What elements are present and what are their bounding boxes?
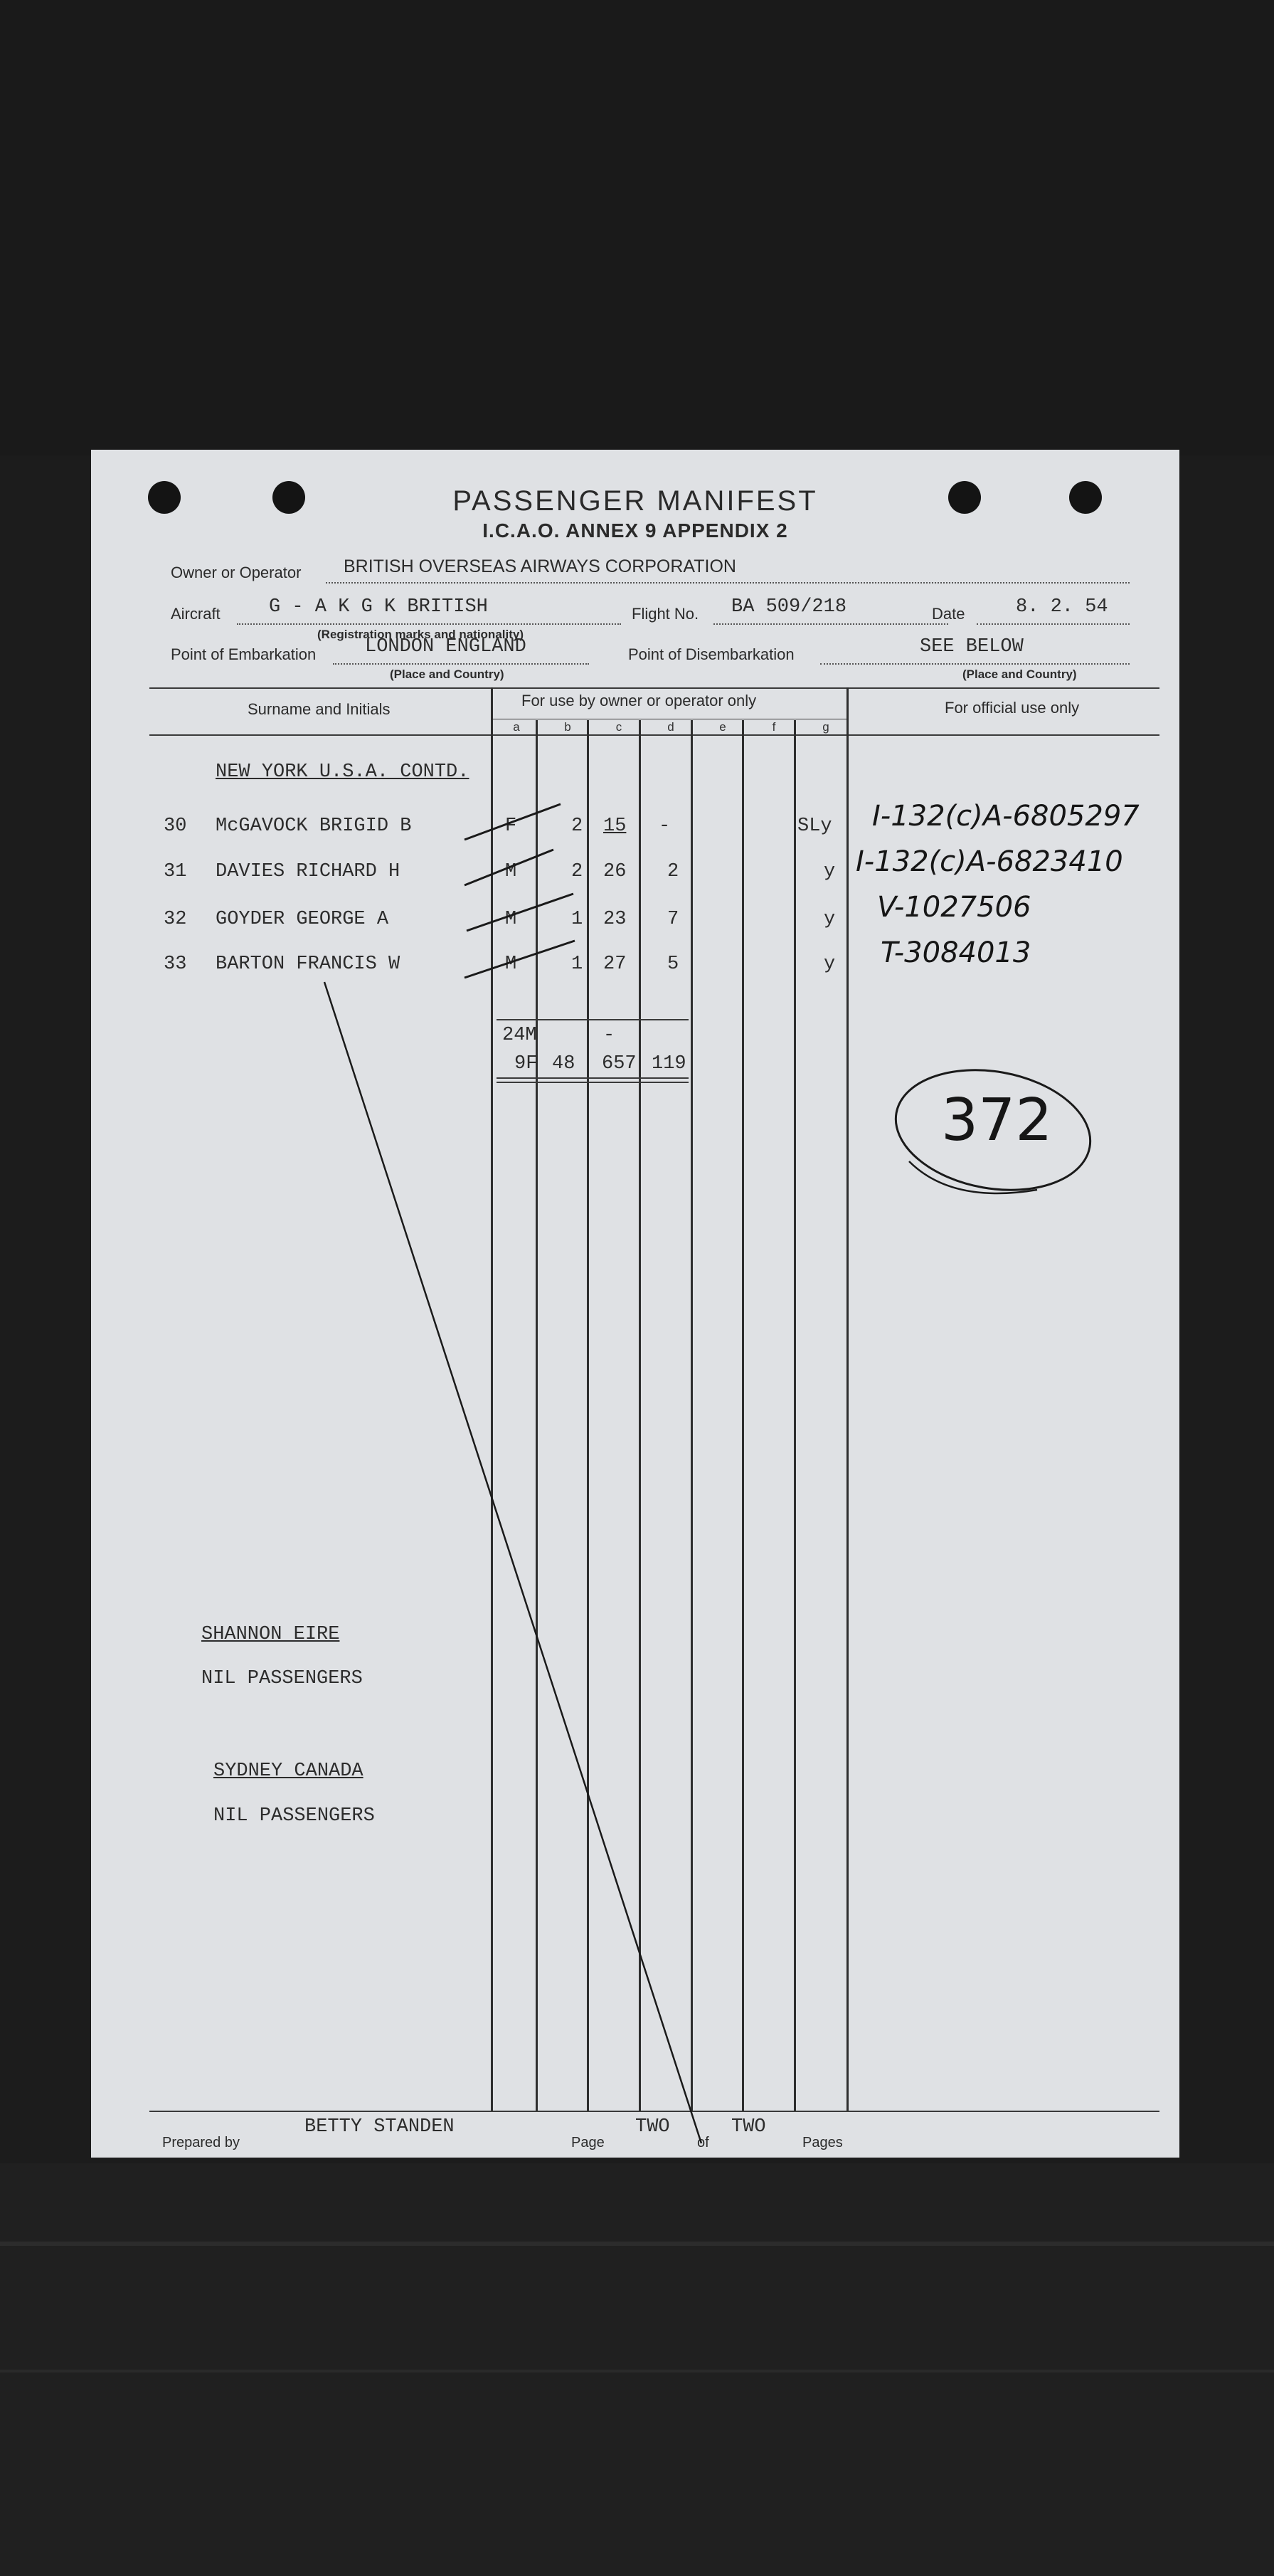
prepared-by-label: Prepared by <box>162 2135 240 2150</box>
background-band <box>0 2242 1274 2246</box>
column-b-cell: 2 <box>571 815 583 837</box>
column-c-header: c <box>615 720 622 734</box>
column-d-cell: 7 <box>667 909 679 930</box>
diagonal-line-stroke <box>324 982 701 2143</box>
official-entry: I-132(c)A-6805297 <box>872 800 1140 833</box>
column-g-cell: SLy <box>797 815 832 837</box>
passenger-name: DAVIES RICHARD H <box>216 861 400 882</box>
row-number: 33 <box>164 954 187 975</box>
embarkation-label: Point of Embarkation <box>171 645 317 663</box>
column-f-header: f <box>772 720 776 734</box>
strikethrough-stroke <box>465 804 561 840</box>
official-use-header: For official use only <box>945 699 1080 717</box>
total-column-b: 48 <box>552 1053 575 1075</box>
column-d-header: d <box>667 720 674 734</box>
column-b-cell: 1 <box>571 954 583 975</box>
owner-value: BRITISH OVERSEAS AIRWAYS CORPORATION <box>344 556 736 576</box>
column-d-cell: 5 <box>667 954 679 975</box>
column-c-cell: 27 <box>603 954 627 975</box>
manifest-sheet <box>91 450 1179 2158</box>
sex-cell: F <box>505 815 517 837</box>
total-column-c: 657 <box>602 1053 637 1075</box>
background-band <box>0 2370 1274 2372</box>
stop-place: SHANNON EIRE <box>201 1624 340 1645</box>
column-e-header: e <box>719 720 726 734</box>
section-heading: NEW YORK U.S.A. CONTD. <box>216 761 469 783</box>
column-a-header: a <box>513 720 520 734</box>
aircraft-value: G - A K G K BRITISH <box>269 596 488 618</box>
total-males: 24M <box>502 1025 537 1046</box>
of-label: of <box>697 2135 709 2150</box>
column-b-cell: 2 <box>571 861 583 882</box>
official-entry: V-1027506 <box>877 891 1031 924</box>
sex-cell: M <box>505 954 517 975</box>
row-number: 31 <box>164 861 187 882</box>
flight-value: BA 509/218 <box>731 596 847 618</box>
page-label: Page <box>571 2135 605 2150</box>
official-entry: T-3084013 <box>881 936 1031 969</box>
row-number: 30 <box>164 815 187 837</box>
column-b-cell: 1 <box>571 909 583 930</box>
strikethrough-stroke <box>465 850 553 885</box>
disembarkation-value: SEE BELOW <box>920 636 1024 658</box>
disembarkation-note: (Place and Country) <box>962 667 1077 681</box>
total-column-d: 119 <box>652 1053 686 1075</box>
total-c-top: - <box>603 1025 615 1046</box>
owner-label: Owner or Operator <box>171 564 302 581</box>
column-g-cell: y <box>824 909 836 930</box>
strikethrough-stroke <box>467 894 573 931</box>
column-g-cell: y <box>824 954 836 975</box>
passenger-name: BARTON FRANCIS W <box>216 954 400 975</box>
pen-marks <box>91 450 1179 2158</box>
manifest-subtitle: I.C.A.O. ANNEX 9 APPENDIX 2 <box>482 519 788 542</box>
column-g-header: g <box>822 720 829 734</box>
disembarkation-label: Point of Disembarkation <box>628 645 795 663</box>
column-d-cell: 2 <box>667 861 679 882</box>
stop-note: NIL PASSENGERS <box>213 1805 375 1827</box>
sex-cell: M <box>505 909 517 930</box>
column-g-cell: y <box>824 861 836 882</box>
prepared-by-value: BETTY STANDEN <box>304 2116 455 2138</box>
column-c-cell: 26 <box>603 861 627 882</box>
column-c-cell: 15 <box>603 815 627 837</box>
strikethrough-stroke <box>465 941 575 978</box>
column-b-header: b <box>564 720 571 734</box>
circle-stroke <box>886 1055 1100 1204</box>
date-value: 8. 2. 54 <box>1016 596 1108 618</box>
of-value: TWO <box>731 2116 766 2138</box>
stop-note: NIL PASSENGERS <box>201 1668 363 1689</box>
surname-header: Surname and Initials <box>248 700 391 718</box>
stop-place: SYDNEY CANADA <box>213 1761 363 1782</box>
column-d-cell: - <box>659 815 671 837</box>
column-c-cell: 23 <box>603 909 627 930</box>
page-value: TWO <box>635 2116 670 2138</box>
dark-background-top <box>0 0 1274 455</box>
sex-cell: M <box>505 861 517 882</box>
aircraft-label: Aircraft <box>171 605 221 623</box>
flight-label: Flight No. <box>632 605 699 623</box>
official-entry: I-132(c)A-6823410 <box>856 845 1123 878</box>
pages-label: Pages <box>802 2135 843 2150</box>
passenger-name: GOYDER GEORGE A <box>216 909 389 930</box>
passenger-name: McGAVOCK BRIGID B <box>216 815 412 837</box>
owner-use-header: For use by owner or operator only <box>521 692 757 709</box>
circled-page-number: 372 <box>941 1087 1053 1154</box>
registration-note: (Registration marks and nationality) <box>317 628 524 641</box>
embarkation-note: (Place and Country) <box>390 667 504 681</box>
row-number: 32 <box>164 909 187 930</box>
embarkation-value: LONDON ENGLAND <box>365 636 526 658</box>
manifest-title: PASSENGER MANIFEST <box>452 485 818 517</box>
date-label: Date <box>932 605 965 623</box>
total-females: 9F <box>514 1053 538 1075</box>
